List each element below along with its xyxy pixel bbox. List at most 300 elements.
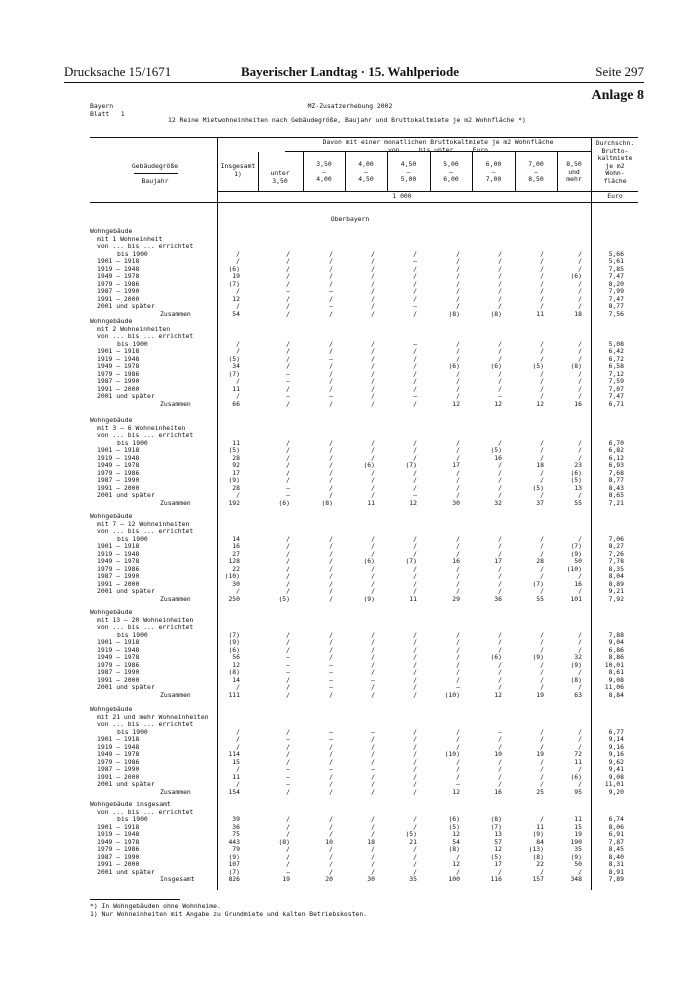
band-cell: 13 [574, 483, 582, 492]
avg-rent-cell: 9,08 [608, 675, 624, 684]
total-cell: 11 [232, 384, 240, 393]
table-row [0, 588, 700, 595]
header-band-3: 4,50 – 5,00 [400, 160, 417, 183]
table-row [0, 596, 700, 603]
band-cell: / [371, 384, 375, 393]
table-row [0, 558, 700, 565]
band-cell: – [286, 765, 290, 773]
avg-rent-cell: 8,61 [608, 668, 624, 676]
band-cell: / [540, 339, 544, 348]
band-cell: / [498, 491, 502, 499]
band-cell: / [329, 438, 333, 447]
table-row [0, 876, 700, 883]
band-cell: – [413, 339, 417, 348]
band-cell: / [578, 392, 582, 400]
band-cell: / [286, 347, 290, 355]
band-cell: 190 [570, 837, 582, 846]
band-cell: / [286, 302, 290, 310]
band-cell: / [540, 630, 544, 639]
band-cell: / [498, 461, 502, 469]
band-cell: (9) [532, 830, 544, 838]
band-cell: / [578, 638, 582, 646]
band-cell: / [413, 765, 417, 773]
band-cell: / [498, 645, 502, 654]
band-cell: (9) [532, 653, 544, 661]
table-row [0, 781, 700, 788]
doc-number: Drucksache 15/1671 [64, 64, 172, 79]
total-cell: 66 [232, 399, 240, 408]
band-cell: / [498, 257, 502, 265]
header-band-6: 7,00 – 8,50 [528, 160, 544, 183]
avg-rent-cell: 7,47 [608, 272, 624, 280]
avg-rent-cell: 6,91 [608, 830, 624, 838]
group-title: von ... bis ... errichtet [97, 720, 194, 728]
band-cell: / [371, 491, 375, 499]
band-cell: / [329, 653, 333, 661]
band-cell: / [413, 476, 417, 484]
band-cell: / [578, 491, 582, 499]
band-cell: / [498, 660, 502, 669]
band-cell: – [286, 668, 290, 676]
group-title: von ... bis ... errichtet [97, 807, 194, 816]
avg-rent-cell: 8,04 [608, 572, 624, 580]
anlage-label: Anlage 8 [591, 88, 644, 103]
group-title: von ... bis ... errichtet [97, 431, 194, 439]
table-row [0, 654, 700, 661]
blatt-label: Blatt 1 [90, 110, 125, 118]
band-cell: / [371, 294, 375, 303]
band-cell: / [456, 727, 460, 736]
band-cell: 13 [494, 830, 502, 838]
band-cell: / [329, 815, 333, 823]
band-cell: / [286, 294, 290, 303]
band-cell: / [456, 653, 460, 661]
row-label: bis 1900 [117, 534, 148, 543]
band-cell: / [456, 446, 460, 454]
header-insgesamt: Insgesamt 1) [220, 162, 256, 178]
band-cell: / [371, 377, 375, 385]
band-cell: / [456, 392, 460, 400]
total-cell: / [236, 683, 240, 691]
band-cell: / [413, 727, 417, 736]
band-cell: / [413, 369, 417, 378]
band-cell: (7) [532, 579, 544, 588]
row-label: 1979 – 1986 [97, 369, 140, 378]
band-cell: 35 [409, 875, 417, 883]
band-cell: / [329, 384, 333, 393]
band-cell: / [456, 587, 460, 595]
table-row [0, 348, 700, 355]
band-cell: – [329, 735, 333, 743]
table-row [0, 751, 700, 758]
band-cell: (10) [566, 564, 582, 573]
header-baujahr: Baujahr [141, 177, 169, 185]
band-cell: / [286, 557, 290, 565]
avg-rent-cell: 7,89 [608, 875, 624, 883]
band-cell: – [371, 727, 375, 736]
band-cell: / [371, 690, 375, 699]
total-cell: / [236, 377, 240, 385]
band-cell: 19 [536, 750, 544, 758]
band-cell: / [540, 446, 544, 454]
band-cell: / [498, 549, 502, 558]
band-cell: / [413, 587, 417, 595]
band-cell: / [371, 257, 375, 265]
band-cell: – [413, 302, 417, 310]
band-cell: / [456, 257, 460, 265]
band-cell: (5) [490, 446, 502, 454]
total-cell: 16 [232, 542, 240, 550]
row-label: 2001 und später [97, 780, 155, 788]
band-cell: / [413, 272, 417, 280]
avg-rent-cell: 7,21 [608, 498, 624, 507]
band-cell: – [286, 491, 290, 499]
band-cell: (10) [444, 750, 460, 758]
band-cell: (8) [570, 362, 582, 370]
band-cell: / [578, 302, 582, 310]
band-cell: / [371, 483, 375, 492]
total-cell: 14 [232, 534, 240, 543]
band-cell: / [329, 645, 333, 654]
band-cell: / [413, 579, 417, 588]
header-gebaeudegroesse: Gebäudegröße [131, 162, 179, 170]
band-cell: / [456, 249, 460, 258]
band-cell: / [498, 630, 502, 639]
band-cell: / [371, 542, 375, 550]
band-cell: / [456, 302, 460, 310]
band-cell: / [371, 272, 375, 280]
band-cell: / [498, 675, 502, 684]
band-cell: / [413, 780, 417, 788]
band-cell: / [540, 668, 544, 676]
avg-rent-cell: 7,85 [608, 264, 624, 273]
row-label: 1979 – 1986 [97, 845, 140, 853]
band-cell: / [286, 399, 290, 408]
total-cell: (7) [228, 369, 240, 378]
band-cell: / [456, 638, 460, 646]
total-cell: 34 [232, 362, 240, 370]
band-cell: 30 [367, 875, 375, 883]
parliament-title: Bayerischer Landtag · 15. Wahlperiode [240, 64, 459, 79]
band-cell: 101 [570, 594, 582, 603]
band-cell: / [456, 264, 460, 273]
band-cell: / [413, 572, 417, 580]
band-cell: 50 [574, 860, 582, 868]
band-cell: / [371, 587, 375, 595]
band-cell: / [578, 294, 582, 303]
band-cell: / [456, 579, 460, 588]
band-cell: / [286, 587, 290, 595]
avg-rent-cell: 9,20 [608, 787, 624, 796]
avg-rent-cell: 6,74 [608, 815, 624, 823]
band-cell: / [498, 735, 502, 743]
row-label: 1919 – 1948 [97, 264, 140, 273]
band-cell: / [498, 347, 502, 355]
band-cell: / [371, 630, 375, 639]
avg-rent-cell: 7,56 [608, 309, 624, 318]
band-cell: / [286, 384, 290, 393]
band-cell: / [371, 772, 375, 781]
band-cell: 55 [574, 498, 582, 507]
band-cell: / [371, 757, 375, 766]
band-cell: / [540, 392, 544, 400]
band-cell: / [540, 377, 544, 385]
band-cell: / [540, 272, 544, 280]
row-label: 1901 – 1918 [97, 822, 140, 831]
band-cell: / [286, 852, 290, 861]
table-row [0, 816, 700, 823]
band-cell: / [329, 822, 333, 831]
group-title: Wohngebäude [90, 512, 133, 520]
band-cell: / [329, 638, 333, 646]
band-cell: / [498, 765, 502, 773]
band-cell: / [286, 860, 290, 868]
table-row [0, 543, 700, 550]
band-cell: – [413, 491, 417, 499]
total-cell: 17 [232, 468, 240, 477]
total-cell: / [236, 392, 240, 400]
band-cell: / [456, 534, 460, 543]
group-title: von ... bis ... errichtet [97, 332, 194, 340]
band-cell: / [456, 542, 460, 550]
band-cell: (8) [321, 498, 333, 507]
band-cell: / [286, 542, 290, 550]
band-cell: / [498, 534, 502, 543]
band-cell: / [456, 491, 460, 499]
band-cell: / [578, 384, 582, 393]
region-title: Oberbayern [330, 215, 370, 223]
total-cell: / [236, 765, 240, 773]
band-cell: / [329, 347, 333, 355]
avg-rent-cell: 8,84 [608, 690, 624, 699]
band-cell: 157 [532, 875, 544, 883]
band-cell: / [498, 377, 502, 385]
total-cell: 107 [228, 860, 240, 868]
band-cell: / [371, 653, 375, 661]
band-cell: / [540, 683, 544, 691]
total-cell: 114 [228, 750, 240, 758]
total-cell: / [236, 287, 240, 295]
band-cell: / [578, 645, 582, 654]
band-cell: – [286, 660, 290, 669]
band-cell: / [371, 392, 375, 400]
row-label: 1901 – 1918 [97, 542, 140, 550]
band-cell: / [329, 830, 333, 838]
band-cell: (6) [490, 653, 502, 661]
row-label: bis 1900 [117, 339, 148, 348]
row-label: 1987 – 1990 [97, 668, 140, 676]
band-cell: / [540, 735, 544, 743]
band-cell: / [329, 572, 333, 580]
band-cell: – [286, 735, 290, 743]
band-cell: / [456, 867, 460, 876]
band-cell: / [371, 867, 375, 876]
total-cell: (7) [228, 630, 240, 639]
band-cell: (9) [570, 852, 582, 861]
avg-rent-cell: 9,41 [608, 765, 624, 773]
band-cell: / [371, 787, 375, 796]
band-cell: / [329, 757, 333, 766]
band-cell: / [456, 272, 460, 280]
avg-rent-cell: 7,88 [608, 630, 624, 639]
row-label: 1987 – 1990 [97, 572, 140, 580]
band-cell: / [413, 815, 417, 823]
band-cell: / [286, 579, 290, 588]
band-cell: – [329, 660, 333, 669]
bayern-label: Bayern [90, 102, 114, 110]
band-cell: / [371, 309, 375, 318]
row-label: Zusammen [160, 498, 191, 507]
band-cell: (5) [490, 852, 502, 861]
band-cell: – [498, 727, 502, 736]
row-label: Zusammen [160, 399, 191, 408]
band-cell: / [413, 294, 417, 303]
avg-rent-cell: 7,07 [608, 384, 624, 393]
group-title: mit 7 – 12 Wohneinheiten [97, 519, 190, 528]
band-cell: / [413, 772, 417, 781]
group-title: Wohngebäude [90, 416, 133, 424]
band-cell: – [413, 257, 417, 265]
total-cell: 54 [232, 309, 240, 318]
band-cell: 23 [574, 461, 582, 469]
band-cell: / [371, 564, 375, 573]
total-cell: 15 [232, 757, 240, 766]
row-label: Zusammen [160, 594, 191, 603]
band-cell: / [413, 787, 417, 796]
header-band-2: 4,00 – 4,50 [358, 160, 374, 183]
row-label: 1919 – 1948 [97, 453, 140, 462]
avg-rent-cell: 7,06 [608, 534, 624, 543]
band-cell: / [578, 668, 582, 676]
band-cell: / [329, 534, 333, 543]
band-cell: 17 [494, 557, 502, 565]
band-cell: / [498, 780, 502, 788]
band-cell: / [540, 572, 544, 580]
band-cell: / [413, 549, 417, 558]
band-cell: 12 [494, 690, 502, 699]
band-cell: / [413, 690, 417, 699]
band-cell: 22 [536, 860, 544, 868]
band-cell: / [456, 564, 460, 573]
band-cell: / [371, 845, 375, 853]
band-cell: / [498, 564, 502, 573]
row-label: 1987 – 1990 [97, 852, 140, 861]
band-cell: / [498, 542, 502, 550]
band-cell: / [286, 309, 290, 318]
band-cell: / [456, 660, 460, 669]
band-cell: 16 [574, 579, 582, 588]
avg-rent-cell: 7,26 [608, 549, 624, 558]
avg-rent-cell: 8,06 [608, 822, 624, 831]
band-cell: (5) [532, 362, 544, 370]
band-cell: / [286, 815, 290, 823]
table-row [0, 303, 700, 310]
band-cell: / [371, 822, 375, 831]
band-cell: 12 [494, 845, 502, 853]
total-cell: / [236, 339, 240, 348]
band-cell: / [578, 727, 582, 736]
band-cell: (6) [363, 557, 375, 565]
band-cell: (5) [405, 830, 417, 838]
band-cell: 55 [536, 594, 544, 603]
band-cell: / [413, 867, 417, 876]
total-cell: 128 [228, 557, 240, 565]
row-label: 1979 – 1986 [97, 757, 140, 766]
band-cell: – [286, 867, 290, 876]
table-row [0, 477, 700, 484]
band-cell: / [413, 362, 417, 370]
total-cell: 826 [228, 875, 240, 883]
band-cell: (5) [570, 476, 582, 484]
total-cell: (9) [228, 852, 240, 861]
total-cell: 36 [232, 822, 240, 831]
band-cell: 25 [536, 787, 544, 796]
band-cell: 30 [452, 498, 460, 507]
row-label: 2001 und später [97, 491, 155, 499]
band-cell: / [371, 742, 375, 751]
total-cell: (9) [228, 638, 240, 646]
table-row [0, 831, 700, 838]
band-cell: / [540, 384, 544, 393]
header-band-7: 8,50 und mehr [566, 160, 582, 183]
band-cell: / [371, 852, 375, 861]
band-cell: (5) [532, 483, 544, 492]
total-cell: / [236, 735, 240, 743]
avg-rent-cell: 7,47 [608, 294, 624, 303]
band-cell: / [413, 735, 417, 743]
total-cell: / [236, 347, 240, 355]
band-cell: / [540, 772, 544, 781]
band-cell: / [371, 302, 375, 310]
total-cell: 12 [232, 660, 240, 669]
band-cell: / [371, 735, 375, 743]
band-cell: / [371, 279, 375, 288]
band-cell: / [498, 302, 502, 310]
band-cell: / [371, 347, 375, 355]
band-cell: 19 [574, 830, 582, 838]
band-cell: / [540, 369, 544, 378]
table-row [0, 393, 700, 400]
band-cell: / [371, 750, 375, 758]
band-cell: 18 [574, 309, 582, 318]
avg-rent-cell: 10,01 [604, 660, 624, 669]
group-title: mit 1 Wohneinheit [97, 234, 163, 243]
band-cell: / [329, 787, 333, 796]
band-cell: / [286, 549, 290, 558]
row-label: 1949 – 1978 [97, 461, 140, 469]
band-cell: 12 [452, 860, 460, 868]
avg-rent-cell: 11,01 [604, 780, 624, 788]
avg-rent-cell: 9,16 [608, 750, 624, 758]
band-cell: – [329, 287, 333, 295]
band-cell: / [329, 491, 333, 499]
band-cell: / [540, 279, 544, 288]
band-cell: / [371, 369, 375, 378]
header-band-1: 3,50 – 4,00 [316, 160, 332, 183]
avg-rent-cell: 9,14 [608, 735, 624, 743]
band-cell: / [329, 742, 333, 751]
band-cell: 10 [325, 837, 333, 846]
band-cell: – [286, 780, 290, 788]
band-cell: / [456, 645, 460, 654]
band-cell: 12 [536, 399, 544, 408]
band-cell: / [413, 384, 417, 393]
band-cell: / [540, 780, 544, 788]
band-cell: / [498, 572, 502, 580]
avg-rent-cell: 6,86 [608, 645, 624, 654]
band-cell: / [540, 564, 544, 573]
band-cell: (8) [448, 309, 460, 318]
